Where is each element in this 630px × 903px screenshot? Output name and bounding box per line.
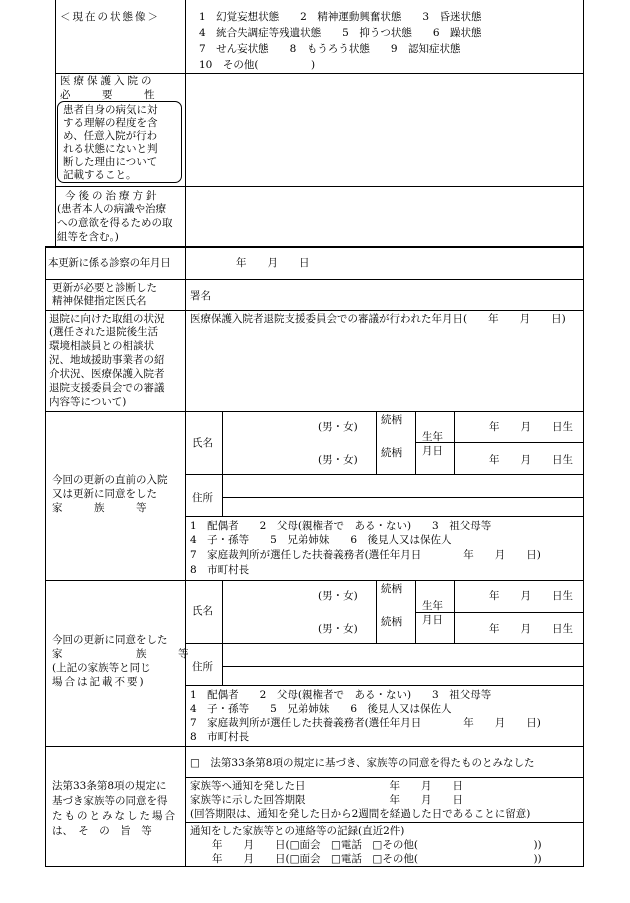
address-label: 住所 — [192, 492, 213, 504]
rule — [55, 186, 584, 187]
necessity-note: する理解の程度を含 — [63, 117, 158, 129]
rule — [454, 580, 455, 643]
deadline-note: (回答期限は、通知を発した日から2週間を経過した日であることに留意) — [190, 808, 531, 820]
rule — [376, 411, 377, 474]
necessity-note: 患者自身の病気に対 — [63, 104, 158, 116]
discharge-label: 介状況、医療保護入院者 — [49, 368, 165, 380]
birth-label: 月日 — [422, 614, 443, 626]
rule — [185, 516, 584, 517]
relation-option-line: 1 配偶者 2 父母(親権者で ある・ない) 3 祖父母等 — [190, 520, 492, 532]
rule — [222, 580, 223, 643]
name-label: 氏名 — [192, 605, 213, 617]
status-option-line: 10 その他( ) — [199, 59, 316, 71]
relation-option-line: 4 子・孫等 5 兄弟姉妹 6 後見人又は保佐人 — [190, 703, 452, 715]
relation-option-line: 4 子・孫等 5 兄弟姉妹 6 後見人又は保佐人 — [190, 534, 452, 546]
necessity-note: 記載すること。 — [63, 169, 137, 181]
rule — [415, 612, 584, 613]
policy-label: への意欲を得るための取 — [57, 217, 173, 229]
status-option-line: 7 せん妄状態 8 もうろう状態 9 認知症状態 — [199, 43, 461, 55]
rule — [45, 580, 584, 581]
discharge-label: (選任された退院後生活 — [49, 326, 159, 338]
doctor-label: 精神保健指定医氏名 — [52, 295, 147, 307]
rule — [45, 746, 584, 747]
gender-select[interactable]: (男・女) — [318, 623, 358, 635]
birth-label: 月日 — [422, 445, 443, 457]
birth-label: 生年 — [422, 600, 443, 612]
rule — [222, 474, 223, 516]
discharge-label: 況、地域援助事業者の紹 — [49, 354, 165, 366]
rule — [45, 246, 46, 866]
gender-select[interactable]: (男・女) — [318, 421, 358, 433]
status-option-line: 4 統合失調症等残遺状態 5 抑うつ状態 6 躁状態 — [199, 27, 482, 39]
family1-label: 家 族 等 — [52, 502, 147, 514]
discharge-label: 環境相談員との相談状 — [49, 340, 154, 352]
relation-label: 続柄 — [381, 583, 402, 595]
signature-label[interactable]: 署名 — [190, 290, 211, 302]
birth-label: 生年 — [422, 431, 443, 443]
contact-record-line[interactable]: 年 月 日(□面会 □電話 □その他( )) — [212, 853, 542, 865]
rule — [415, 411, 416, 474]
rule — [222, 666, 584, 667]
policy-label: (患者本人の病識や治療 — [57, 203, 167, 215]
discharge-committee-date[interactable]: 医療保護入院者退院支援委員会での審議が行われた年月日( 年 月 日) — [190, 313, 566, 325]
discharge-label: 退院支援委員会での審議 — [49, 382, 165, 394]
status-option-line: 1 幻覚妄想状態 2 精神運動興奮状態 3 昏迷状態 — [199, 11, 482, 23]
relation-label: 続柄 — [381, 414, 402, 426]
contact-record-title: 通知をした家族等との連絡等の記録(直近2件) — [190, 825, 405, 837]
family2-label: 家 族 等 — [52, 648, 189, 660]
birth-date[interactable]: 年 月 日生 — [489, 421, 573, 433]
status-label: ＜現在の状態像＞ — [60, 11, 160, 23]
rule — [185, 822, 584, 823]
policy-label: 今後の治療方針 — [65, 190, 160, 202]
article33-label: 基づき家族等の同意を得 — [52, 795, 168, 807]
rule — [45, 310, 584, 311]
rule — [45, 411, 584, 412]
gender-select[interactable]: (男・女) — [318, 454, 358, 466]
exam-date-value[interactable]: 年 月 日 — [236, 257, 310, 269]
rule — [185, 685, 584, 686]
article33-label: 法第33条第8項の規定に — [52, 780, 167, 792]
rule — [454, 411, 455, 474]
deemed-consent-checkbox[interactable]: □ 法第33条第8項の規定に基づき、家族等の同意を得たものとみなした — [190, 757, 535, 769]
rule — [222, 411, 223, 474]
family2-label: 場合は記載不要) — [52, 676, 146, 688]
discharge-label: 退院に向けた取組の状況 — [49, 313, 165, 325]
birth-date[interactable]: 年 月 日生 — [489, 623, 573, 635]
exam-date-label: 本更新に係る診察の年月日 — [48, 257, 171, 269]
notify-date-line[interactable]: 家族等へ通知を発した日 年 月 日 — [190, 780, 463, 792]
reply-deadline-line[interactable]: 家族等に示した回答期限 年 月 日 — [190, 794, 463, 806]
rule — [583, 0, 584, 866]
rule — [222, 643, 223, 685]
relation-label: 続柄 — [381, 447, 402, 459]
relation-option-line: 1 配偶者 2 父母(親権者で ある・ない) 3 祖父母等 — [190, 689, 492, 701]
rule — [376, 580, 377, 643]
article33-label: たものとみなした場合 — [52, 810, 177, 822]
family2-label: 今回の更新に同意をした — [52, 634, 168, 646]
relation-option-line: 7 家庭裁判所が選任した扶養義務者(選任年月日 年 月 日) — [190, 717, 541, 729]
gender-select[interactable]: (男・女) — [318, 590, 358, 602]
rule — [222, 497, 584, 498]
name-label: 氏名 — [192, 437, 213, 449]
address-label: 住所 — [192, 661, 213, 673]
rule — [45, 866, 584, 867]
relation-option-line: 8 市町村長 — [190, 731, 250, 743]
necessity-label: 必 要 性 — [60, 89, 155, 101]
contact-record-line[interactable]: 年 月 日(□面会 □電話 □その他( )) — [212, 839, 542, 851]
relation-option-line: 8 市町村長 — [190, 564, 250, 576]
birth-date[interactable]: 年 月 日生 — [489, 590, 573, 602]
rule — [185, 0, 186, 866]
relation-label: 続柄 — [381, 616, 402, 628]
doctor-label: 更新が必要と診断した — [52, 282, 157, 294]
family1-label: 又は更新に同意をした — [52, 488, 157, 500]
rule — [55, 73, 584, 74]
rule — [45, 246, 584, 248]
necessity-note: 断した理由について — [63, 156, 158, 168]
rule — [185, 643, 584, 644]
necessity-note: れる状態にないと判 — [63, 143, 158, 155]
rule — [415, 580, 416, 643]
relation-option-line: 7 家庭裁判所が選任した扶養義務者(選任年月日 年 月 日) — [190, 549, 541, 561]
necessity-note: め、任意入院が行わ — [63, 130, 158, 142]
policy-label: 組等を含む。) — [57, 231, 119, 243]
necessity-label: 医療保護入院の — [60, 75, 155, 87]
rule — [45, 279, 584, 280]
family2-label: (上記の家族等と同じ — [52, 662, 151, 674]
discharge-label: 内容等について) — [49, 396, 127, 408]
rule — [55, 0, 56, 246]
family1-label: 今回の更新の直前の入院 — [52, 474, 168, 486]
rule — [185, 777, 584, 778]
article33-label: は、 そ の 旨 等 — [52, 825, 152, 837]
birth-date[interactable]: 年 月 日生 — [489, 454, 573, 466]
rule — [185, 474, 584, 475]
